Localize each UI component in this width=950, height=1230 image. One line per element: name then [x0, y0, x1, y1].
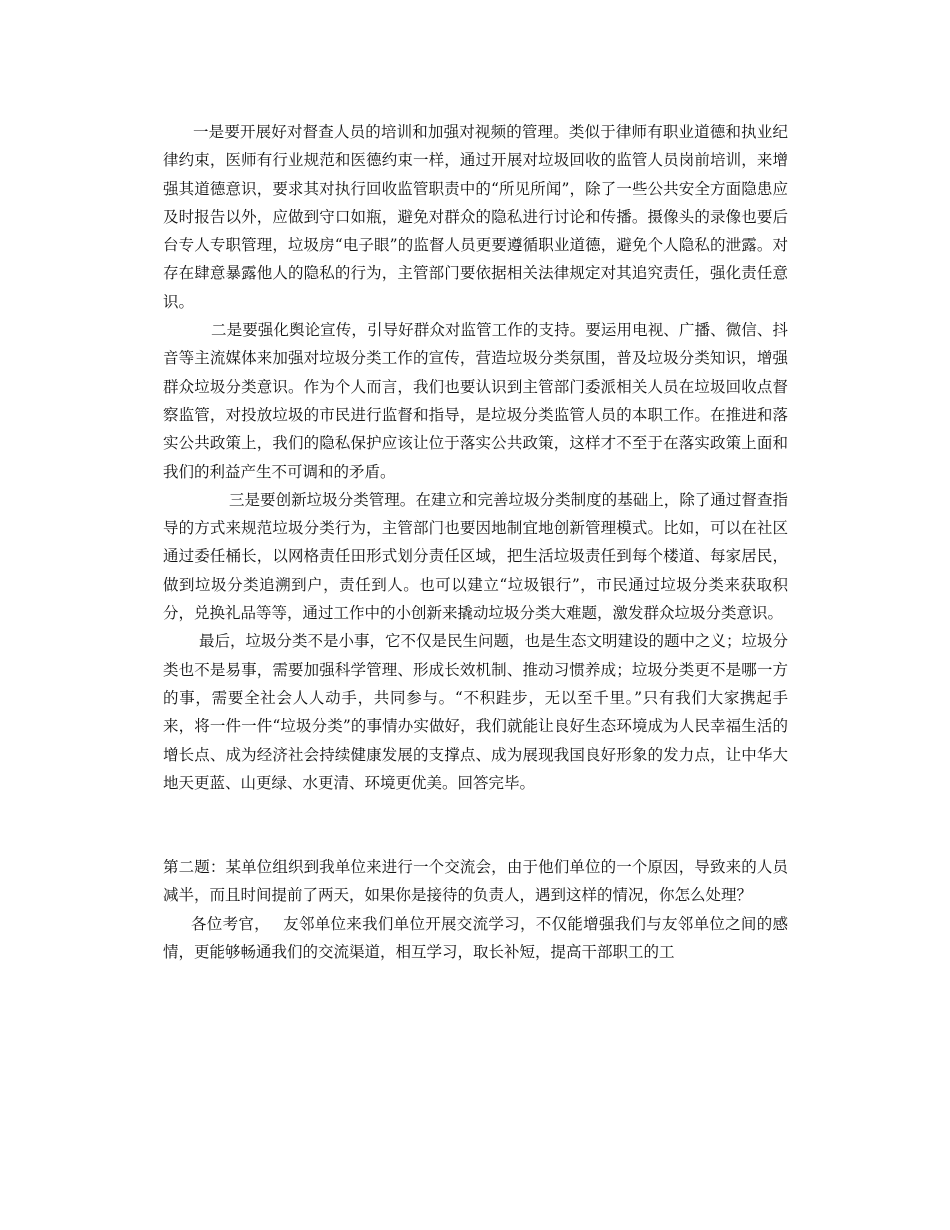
answer-two: 各位考官， 友邻单位来我们单位开展交流学习，不仅能增强我们与友邻单位之间的感情，更能够畅通我们的交流渠道，相互学习，取长补短，提高干部职工的工 — [163, 914, 788, 962]
section-spacer — [163, 797, 788, 853]
paragraph-publicity: 二是要强化舆论宣传，引导好群众对监管工作的支持。要运用电视、广播、微信、抖音等主流媒体来加强对垃圾分类工作的宣传，营造垃圾分类氛围，普及垃圾分类知识，增强群众垃圾分类意识。作为个人而言，我们也要认识到主管部门委派相关人员在垃圾回收点督察监管，对投放垃圾的市民进行监督和指导，是垃圾分类监管人员的本职工作。在推进和落实公共政策上，我们的隐私保护应该让位于落实公共政策，这样才不至于在落实政策上面和我们的利益产生不可调和的矛盾。 — [163, 321, 788, 481]
paragraph-conclusion: 最后，垃圾分类不是小事，它不仅是民生问题，也是生态文明建设的题中之义；垃圾分类也不是易事，需要加强科学管理、形成长效机制、推动习惯养成；垃圾分类更不是哪一方的事，需要全社会人人动手，共同参与。“不积跬步，无以至千里。”只有我们大家携起手来，将一件一件“垃圾分类”的事情办实做好，我们就能让良好生态环境成为人民幸福生活的增长点、成为经济社会持续健康发展的支撑点、成为展现我国良好形象的发力点，让中华大地天更蓝、山更绿、水更清、环境更优美。回答完毕。 — [163, 632, 789, 792]
document-body — [163, 118, 788, 966]
paragraph-training-supervision: 一是要开展好对督查人员的培训和加强对视频的管理。类似于律师有职业道德和执业纪律约束，医师有行业规范和医德约束一样，通过开展对垃圾回收的监管人员岗前培训，来增强其道德意识，要求其对执行回收监管职责中的“所见所闻”，除了一些公共安全方面隐患应及时报告以外，应做到守口如瓶，避免对群众的隐私进行讨论和传播。摄像头的录像也要后台专人专职管理，垃圾房“电子眼”的监督人员更要遵循职业道德，避免个人隐私的泄露。对存在肆意暴露他人的隐私的行为，主管部门要依据相关法律规定对其追究责任，强化责任意识。 — [163, 123, 788, 311]
question-two: 第二题：某单位组织到我单位来进行一个交流会，由于他们单位的一个原因，导致来的人员减半，而且时间提前了两天，如果你是接待的负责人，遇到这样的情况，你怎么处理？ — [163, 858, 788, 905]
paragraph-innovation: 三是要创新垃圾分类管理。在建立和完善垃圾分类制度的基础上，除了通过督查指导的方式来规范垃圾分类行为，主管部门也要因地制宜地创新管理模式。比如，可以在社区通过委任桶长，以网格责任田形式划分责任区域，把生活垃圾责任到每个楼道、每家居民，做到垃圾分类追溯到户，责任到人。也可以建立“垃圾银行”，市民通过垃圾分类来获取积分，兑换礼品等等，通过工作中的小创新来撬动垃圾分类大难题，激发群众垃圾分类意识。 — [163, 490, 788, 623]
